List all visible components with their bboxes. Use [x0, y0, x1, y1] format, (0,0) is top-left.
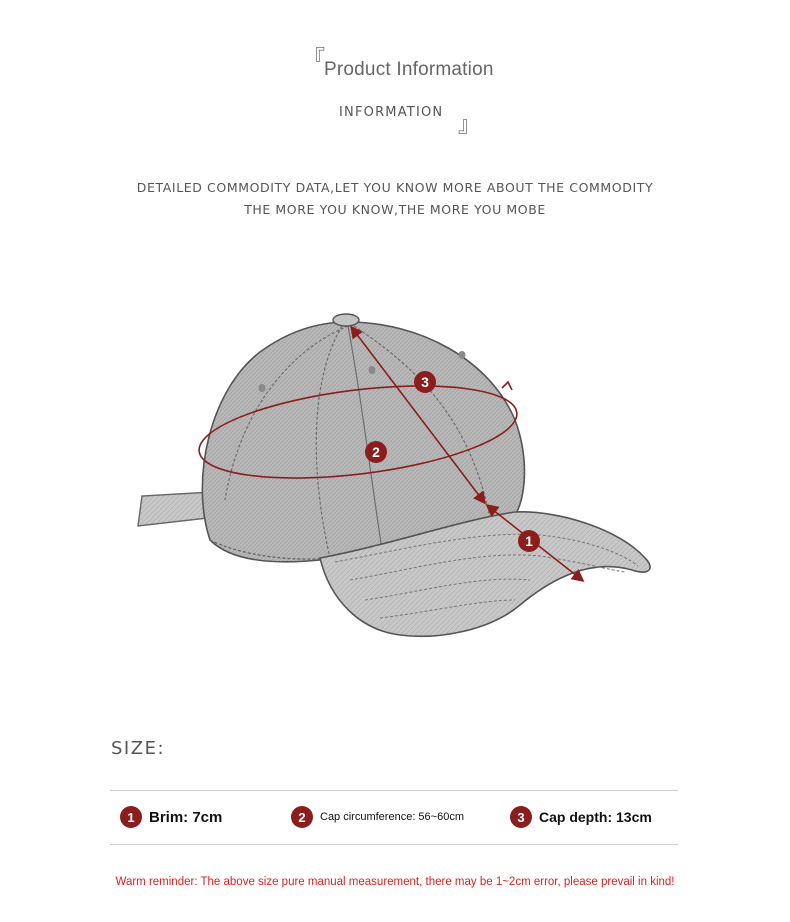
spec-number-badge: 3 — [510, 806, 532, 828]
spec-text: Brim: 7cm — [149, 808, 223, 826]
spec-brim — [120, 805, 222, 829]
divider-bottom — [110, 844, 678, 845]
baseball-cap-icon — [120, 300, 680, 660]
spec-number-badge: 2 — [291, 806, 313, 828]
open-bracket: 『 — [303, 47, 326, 72]
spec-text: Cap depth: 13cm — [539, 809, 652, 825]
svg-text:3: 3 — [421, 374, 429, 390]
spec-depth — [510, 805, 652, 829]
marker-2 — [365, 441, 387, 463]
cap-strap — [138, 492, 212, 526]
description-line-1: DETAILED COMMODITY DATA,LET YOU KNOW MORE ABOUT THE COMMODITY — [136, 180, 654, 195]
divider-top — [110, 790, 678, 791]
spec-number-badge: 1 — [120, 806, 142, 828]
marker-3 — [414, 371, 436, 393]
spec-text: Cap circumference: 56~60cm — [320, 811, 464, 823]
svg-text:2: 2 — [372, 444, 380, 460]
spec-circumference — [291, 805, 464, 829]
close-bracket: 』 — [458, 113, 481, 138]
svg-text:1: 1 — [525, 533, 533, 549]
marker-1 — [518, 530, 540, 552]
page-title: Product Information — [324, 59, 494, 80]
description-line-2: THE MORE YOU KNOW,THE MORE YOU MOBE — [244, 202, 546, 217]
size-label: SIZE: — [111, 738, 166, 759]
page-subtitle: INFORMATION — [339, 105, 444, 120]
warm-reminder: Warm reminder: The above size pure manual measurement, there may be 1~2cm error, please prevail in kind! — [115, 876, 675, 888]
